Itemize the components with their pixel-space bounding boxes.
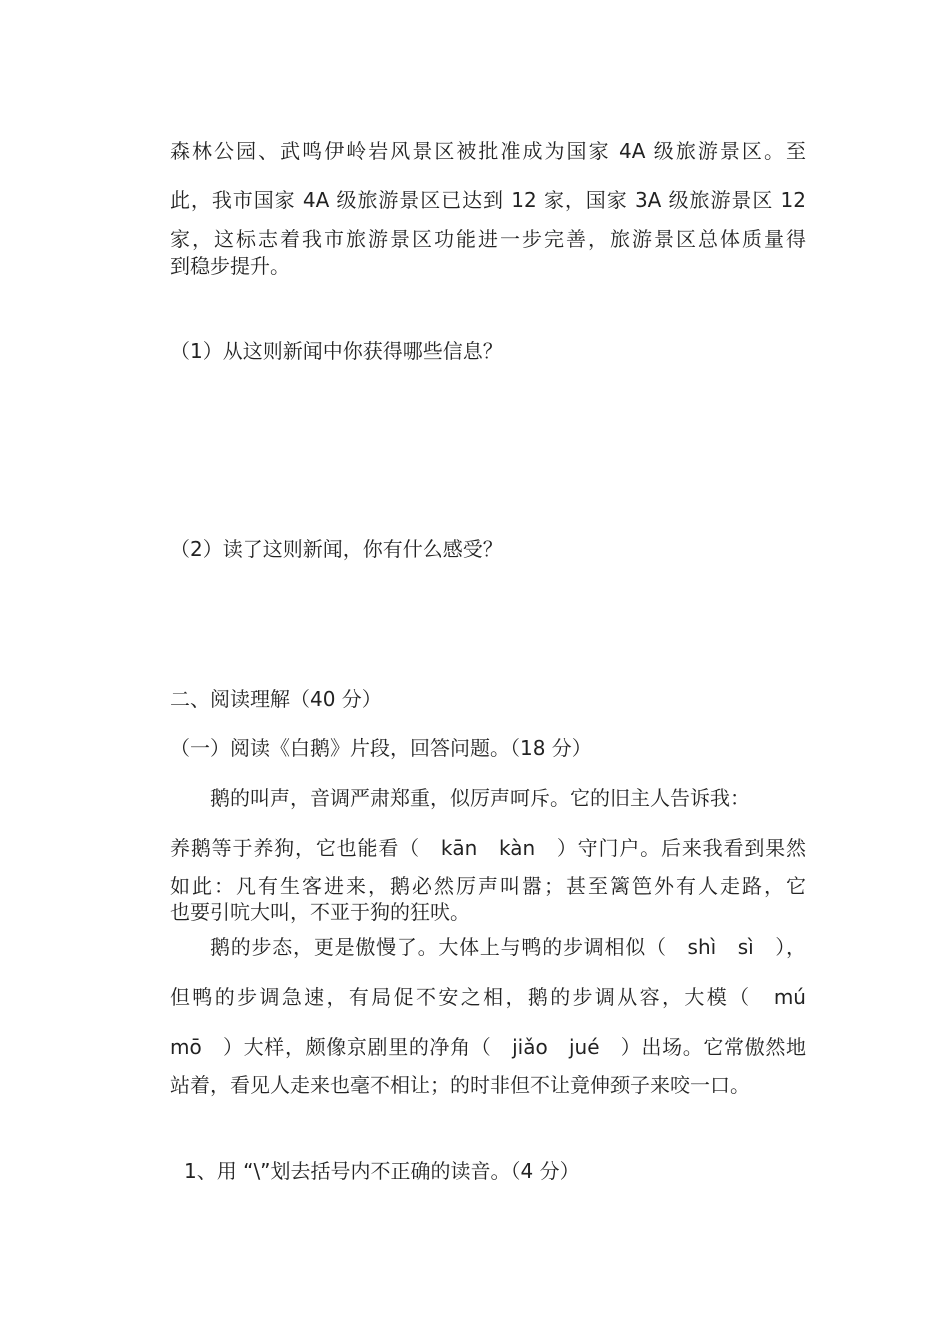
passage-line-7: mō ）大样，颇像京剧里的净角（ jiǎo jué ）出场。它常傲然地 (170, 1035, 806, 1059)
passage-line-3: 如此：凡有生客进来，鹅必然厉声叫嚣；甚至篱笆外有人走路，它 (170, 874, 806, 898)
passage-line-4: 也要引吭大叫，不亚于狗的狂吠。 (170, 900, 470, 924)
passage-line-2: 养鹅等于养狗，它也能看（ kān kàn ）守门户。后来我看到果然 (170, 836, 806, 860)
question-2: （2）读了这则新闻，你有什么感受？ (170, 537, 503, 561)
question-1: （1）从这则新闻中你获得哪些信息？ (170, 339, 503, 363)
passage-line-8: 站着，看见人走来也毫不相让；的时非但不让竟伸颈子来咬一口。 (170, 1073, 750, 1097)
news-line-4: 到稳步提升。 (170, 254, 290, 278)
news-line-1: 森林公园、武鸣伊岭岩风景区被批准成为国家 4A 级旅游景区。至 (170, 139, 806, 163)
task-1: 1、用 “\”划去括号内不正确的读音。（4 分） (184, 1159, 580, 1183)
section-title: 二、阅读理解（40 分） (170, 687, 382, 711)
news-line-2: 此，我市国家 4A 级旅游景区已达到 12 家，国家 3A 级旅游景区 12 (170, 188, 806, 212)
passage-line-1: 鹅的叫声，音调严肃郑重，似厉声呵斥。它的旧主人告诉我： (210, 786, 750, 810)
passage-line-5: 鹅的步态，更是傲慢了。大体上与鸭的步调相似（ shì sì ）， (210, 935, 806, 959)
passage-line-6: 但鸭的步调急速，有局促不安之相，鹅的步调从容，大模（ mú (170, 985, 806, 1009)
news-line-3: 家，这标志着我市旅游景区功能进一步完善，旅游景区总体质量得 (170, 227, 806, 251)
section-subtitle: （一）阅读《白鹅》片段，回答问题。（18 分） (170, 736, 592, 760)
